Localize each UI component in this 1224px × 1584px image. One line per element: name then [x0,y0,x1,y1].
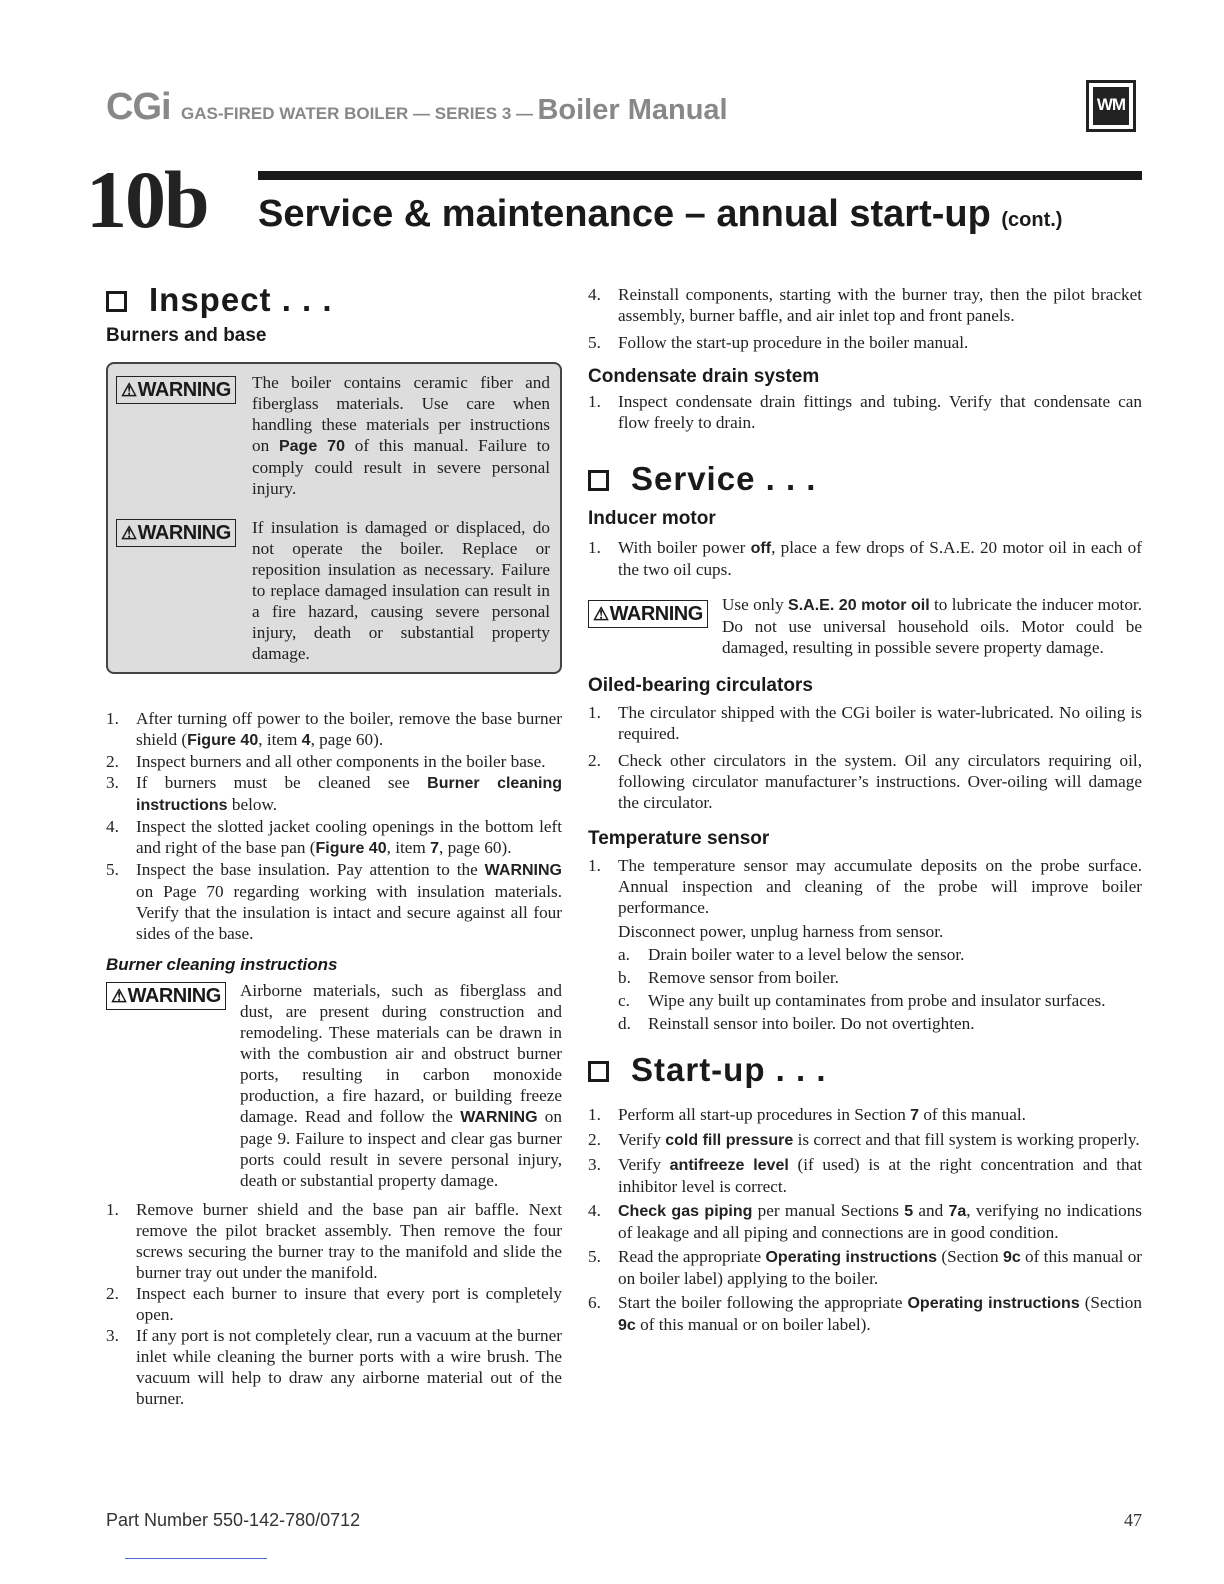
list-item: 6. Start the boiler following the appropriate Operating instructions (Section 9c of this manual or on boiler label). [588,1293,1142,1334]
section-number: 10b [86,154,208,245]
burner-cleaning-heading: Burner cleaning instructions [106,955,338,974]
warning-badge: ⚠WARNING [116,376,236,404]
list-item: 1. The circulator shipped with the CGi boiler is water-lubricated. No oiling is required. [588,703,1142,743]
warning-airborne-materials [106,980,562,1191]
startup-heading: Start-up . . . [588,1050,1142,1090]
list-item: 5. Read the appropriate Operating instructions (Section 9c of this manual or on boiler label) applying to the boiler. [588,1247,1143,1288]
list-item: 3. Verify antifreeze level (if used) is at the right concentration and that inhibitor level is correct. [588,1155,1142,1196]
burners-base-heading: Burners and base [106,325,267,346]
part-number: Part Number 550-142-780/0712 [106,1510,361,1530]
left-column [106,280,562,1409]
list-item: c. Wipe any built up contaminates from probe and insulator surfaces. [618,991,1106,1010]
temperature-substeps [618,944,1142,1034]
footer-underline [125,1558,267,1559]
warning-badge: ⚠WARNING [588,600,708,628]
warning-triangle-icon: ⚠ [593,604,609,624]
list-item: 2. Inspect burners and all other components in the boiler base. [106,752,546,771]
warning-text-4: Use only S.A.E. 20 motor oil to lubricate the inducer motor. Do not use universal household oils. Motor could be damaged, resulting in possible severe property damage. [722,595,1142,657]
condensate-steps [588,391,1142,433]
header-manual-title: Boiler Manual [537,94,728,126]
brand-logo: WM [1086,80,1136,132]
list-item: 5. Follow the start-up procedure in the boiler manual. [588,333,969,352]
inducer-steps [588,537,1142,580]
list-item: b. Remove sensor from boiler. [618,968,839,987]
warning-text-2: If insulation is damaged or displaced, do not operate the boiler. Replace or reposition insulation as necessary. Failure to replace damaged insulation can result in a fire hazard, causing severe personal injury, death or substantial property damage. [252,518,550,663]
list-item: 1. Inspect condensate drain fittings and tubing. Verify that condensate can flow freely to drain. [588,392,1142,432]
temperature-note: Disconnect power, unplug harness from sensor. [618,922,944,941]
list-item: 3. If burners must be cleaned see Burner cleaning instructions below. [106,773,562,814]
warning-triangle-icon: ⚠ [111,986,127,1006]
right-column [588,284,1142,1336]
warning-text-3: Airborne materials, such as fiberglass and dust, are present during construction and remodeling. These materials can be drawn in with the combustion air and obstruct burner ports, resulting in carbon monoxide production, a fire hazard, or building freeze damage. Read and follow the WARNING on page 9. Failure to inspect and clear gas burner ports could result in severe personal injury, death or substantial property damage. [240,981,562,1190]
oiled-heading: Oiled-bearing circulators [588,675,813,696]
warning-box [106,362,562,674]
condensate-heading: Condensate drain system [588,366,820,387]
list-item: 1. After turning off power to the boiler, remove the base burner shield (Figure 40, item 4, page 60). [106,709,562,749]
warning-triangle-icon: ⚠ [121,523,137,543]
list-item: 1. Perform all start-up procedures in Section 7 of this manual. [588,1105,1026,1124]
oiled-steps [588,702,1142,813]
section-rule [258,171,1142,180]
inducer-heading: Inducer motor [588,508,716,529]
warning-insulation-materials [116,372,550,499]
temperature-heading: Temperature sensor [588,828,770,849]
list-item: 2. Inspect each burner to insure that every port is completely open. [106,1284,562,1324]
manual-header [106,86,728,130]
list-item: a. Drain boiler water to a level below the sensor. [618,945,965,964]
temperature-steps [588,855,1142,1034]
warning-insulation-damaged [116,517,550,664]
list-item: 1. The temperature sensor may accumulate deposits on the probe surface. Annual inspection and cleaning of the probe will improve boiler performance. Disconnect power, unplug harness from sensor. a. Drain boiler water to a level below the sensor. b. Remove sensor from boiler. c. Wipe any built up contaminates from probe and insulator surfaces. d. Reinstall sensor into boiler. Do not overtighten. [588,856,1142,1033]
service-heading: Service . . . [588,459,1142,499]
inspect-heading: Inspect . . . [106,280,562,320]
list-item: 2. Check other circulators in the system. Oil any circulators requiring oil, following circulator manufacturer’s instructions. Over-oiling will damage the circulator. [588,751,1142,812]
cleaning-steps [106,1199,562,1409]
warning-triangle-icon: ⚠ [121,380,137,400]
checkbox-icon [588,1061,609,1082]
checkbox-icon [588,470,609,491]
reinstall-steps [588,284,1142,353]
section-title: Service & maintenance – annual start-up (cont.) [258,193,1063,235]
list-item: 1. With boiler power off, place a few drops of S.A.E. 20 motor oil in each of the two oil cups. [588,538,1142,579]
startup-steps [588,1104,1142,1336]
list-item: d. Reinstall sensor into boiler. Do not overtighten. [618,1014,975,1033]
page-number: 47 [1124,1510,1142,1530]
brand-name: CGi [106,86,171,128]
list-item: 1. Remove burner shield and the base pan air baffle. Next remove the pilot bracket assembly. Then remove the four screws securing the burner tray to the manifold and slide the burner tray out under the manifold. [106,1200,562,1282]
section-cont-label: (cont.) [1001,209,1063,231]
inspect-steps [106,708,562,944]
warning-motor-oil [588,594,1142,658]
list-item: 3. If any port is not completely clear, run a vacuum at the burner inlet while cleaning the burner ports with a wire brush. The vacuum will help to draw any airborne material out of the burner. [106,1326,562,1408]
warning-text-1: The boiler contains ceramic fiber and fiberglass materials. Use care when handling these materials per instructions on Page 70 of this manual. Failure to comply could result in severe personal injury. [252,373,551,498]
list-item: 4. Check gas piping per manual Sections 5 and 7a, verifying no indications of leakage and all piping and connections are in good condition. [588,1201,1142,1242]
list-item: 4. Reinstall components, starting with the burner tray, then the pilot bracket assembly, burner baffle, and air inlet top and front panels. [588,285,1142,325]
warning-badge: ⚠WARNING [106,982,226,1010]
header-subtitle: GAS-FIRED WATER BOILER — SERIES 3 — [181,104,534,123]
checkbox-icon [106,291,127,312]
list-item: 5. Inspect the base insulation. Pay attention to the WARNING on Page 70 regarding working with insulation materials. Verify that the insulation is intact and secure against all four sides of the base. [106,860,562,943]
list-item: 2. Verify cold fill pressure is correct and that fill system is working properly. [588,1130,1140,1149]
warning-badge: ⚠WARNING [116,519,236,547]
list-item: 4. Inspect the slotted jacket cooling openings in the bottom left and right of the base pan (Figure 40, item 7, page 60). [106,817,562,857]
